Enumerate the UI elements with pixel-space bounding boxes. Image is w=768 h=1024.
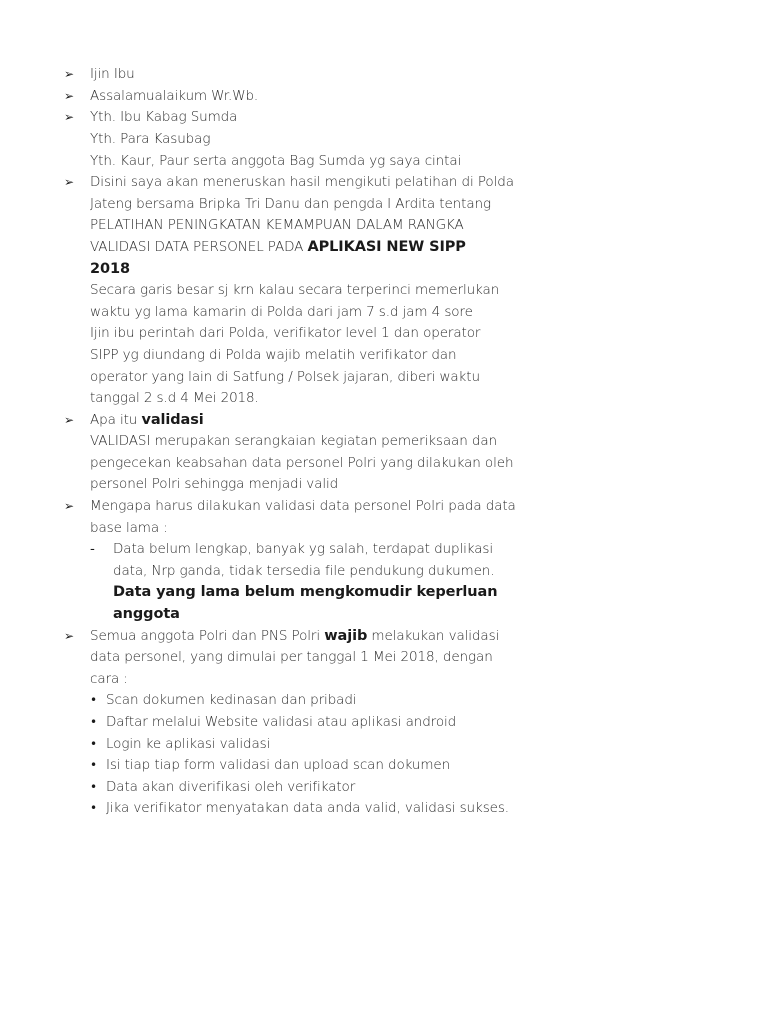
paragraph-line: PELATIHAN PENINGKATAN KEMAMPUAN DALAM RANGKA — [90, 217, 464, 233]
round-bullet-icon: • — [90, 737, 98, 751]
list-item: Login ke aplikasi validasi — [106, 736, 271, 752]
round-bullet-icon: • — [90, 693, 98, 707]
bold-year: 2018 — [90, 261, 130, 277]
paragraph-line: Yth. Kaur, Paur serta anggota Bag Sumda yg saya cintai — [90, 153, 462, 169]
paragraph-line: cara : — [90, 671, 128, 687]
paragraph-line: waktu yg lama kamarin di Polda dari jam 7 s.d jam 4 sore — [90, 304, 473, 320]
arrow-bullet-icon: ➢ — [64, 629, 75, 643]
arrow-bullet-icon: ➢ — [64, 413, 75, 427]
paragraph-line: Yth. Para Kasubag — [90, 131, 211, 147]
paragraph-line — [90, 237, 466, 257]
list-item: Isi tiap tiap form validasi dan upload scan dokumen — [106, 757, 451, 773]
round-bullet-icon: • — [90, 715, 98, 729]
round-bullet-icon: • — [90, 758, 98, 772]
paragraph-line: base lama : — [90, 520, 168, 536]
round-bullet-icon: • — [90, 801, 98, 815]
paragraph-line: personel Polri sehingga menjadi valid — [90, 476, 339, 492]
arrow-bullet-icon: ➢ — [64, 499, 75, 513]
paragraph-line: Mengapa harus dilakukan validasi data personel Polri pada data — [90, 498, 516, 514]
arrow-bullet-icon: ➢ — [64, 89, 75, 103]
paragraph-line: VALIDASI merupakan serangkaian kegiatan pemeriksaan dan — [90, 433, 497, 449]
bold-paragraph-line: Data yang lama belum mengkomudir keperluan — [113, 584, 498, 600]
paragraph-line: tanggal 2 s.d 4 Mei 2018. — [90, 390, 259, 406]
round-bullet-icon: • — [90, 780, 98, 794]
bold-term: wajib — [324, 628, 368, 644]
paragraph-line: operator yang lain di Satfung / Polsek jajaran, diberi waktu — [90, 369, 480, 385]
paragraph-text: Semua anggota Polri dan PNS Polri — [90, 628, 325, 644]
paragraph-line: Disini saya akan meneruskan hasil mengikuti pelatihan di Polda — [90, 174, 514, 190]
arrow-bullet-icon: ➢ — [64, 67, 75, 81]
list-item: Daftar melalui Website validasi atau aplikasi android — [106, 714, 457, 730]
paragraph-line: data, Nrp ganda, tidak tersedia file pendukung dukumen. — [113, 563, 495, 579]
paragraph-line: pengecekan keabsahan data personel Polri yang dilakukan oleh — [90, 455, 514, 471]
paragraph-line: Assalamualaikum Wr.Wb. — [90, 88, 259, 104]
paragraph-line: Data belum lengkap, banyak yg salah, terdapat duplikasi — [113, 541, 494, 557]
paragraph-text: Apa itu — [90, 412, 142, 428]
paragraph-line: data personel, yang dimulai per tanggal 1 Mei 2018, dengan — [90, 649, 493, 665]
dash-bullet-icon: - — [90, 541, 95, 557]
paragraph-line: Ijin Ibu — [90, 66, 135, 82]
paragraph-text: VALIDASI DATA PERSONEL PADA — [90, 239, 308, 255]
bold-app-name: APLIKASI NEW SIPP — [307, 239, 466, 255]
arrow-bullet-icon: ➢ — [64, 175, 75, 189]
paragraph-line: Ijin ibu perintah dari Polda, verifikator level 1 dan operator — [90, 325, 481, 341]
paragraph-line — [90, 410, 204, 430]
paragraph-text: melakukan validasi — [367, 628, 500, 644]
paragraph-line: Secara garis besar sj krn kalau secara terperinci memerlukan — [90, 282, 500, 298]
list-item: Jika verifikator menyatakan data anda valid, validasi sukses. — [106, 800, 509, 816]
paragraph-line: Jateng bersama Bripka Tri Danu dan pengda I Ardita tentang — [90, 196, 491, 212]
bold-term: validasi — [141, 412, 204, 428]
paragraph-line — [90, 626, 499, 646]
list-item: Scan dokumen kedinasan dan pribadi — [106, 692, 357, 708]
arrow-bullet-icon: ➢ — [64, 110, 75, 124]
bold-paragraph-line: anggota — [113, 606, 180, 622]
paragraph-line: SIPP yg diundang di Polda wajib melatih verifikator dan — [90, 347, 457, 363]
list-item: Data akan diverifikasi oleh verifikator — [106, 779, 356, 795]
paragraph-line: Yth. Ibu Kabag Sumda — [90, 109, 238, 125]
